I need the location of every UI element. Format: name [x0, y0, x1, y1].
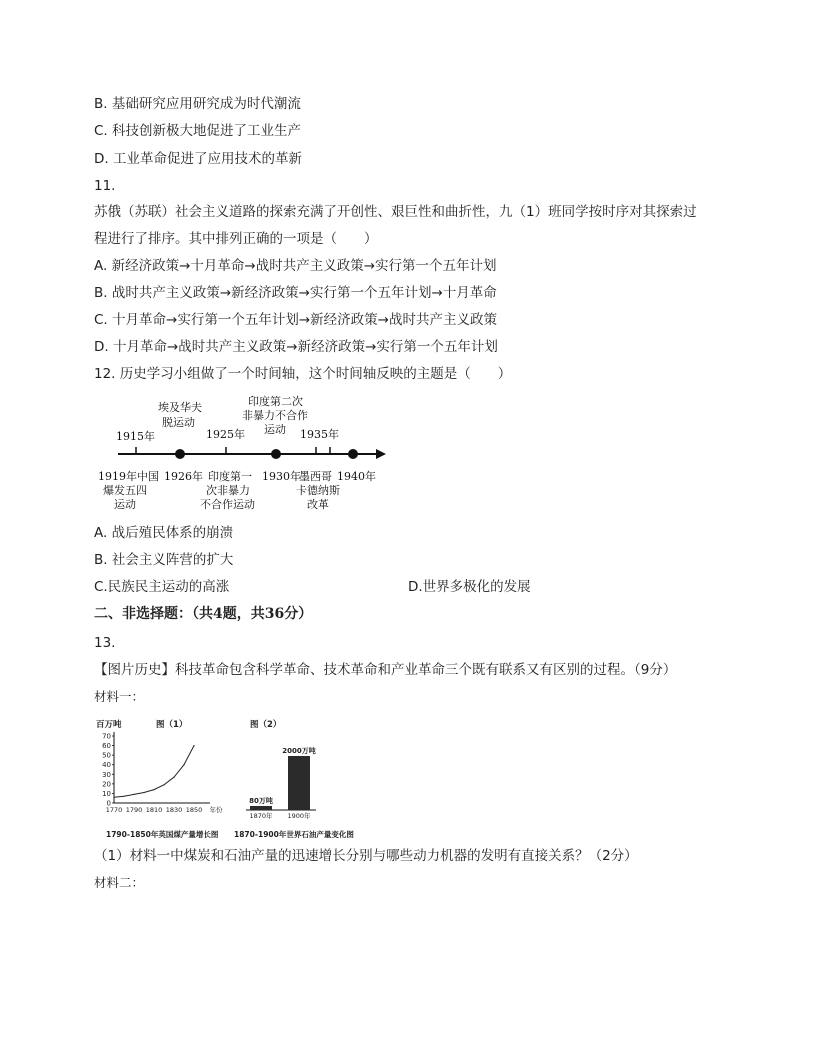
coal-data-point	[133, 794, 134, 795]
coal-x-tick-label: 1850	[185, 806, 203, 814]
timeline-event-china: 运动	[114, 498, 136, 511]
oil-category-label: 1870年	[249, 812, 273, 820]
timeline-event-india2: 非暴力不合作	[242, 409, 308, 422]
material1-label: 材料一：	[94, 689, 145, 704]
oil-category-label: 1900年	[287, 812, 311, 820]
q12-option-a: A. 战后殖民体系的崩溃	[94, 525, 234, 541]
coal-data-point	[123, 796, 124, 797]
oil-bar	[288, 756, 310, 810]
oil-chart	[232, 716, 362, 842]
timeline-label-1930: 1930年	[262, 470, 301, 483]
coal-y-tick-label: 10	[102, 789, 111, 798]
coal-x-tick-label: 1810	[145, 806, 163, 814]
q11-option-a: A. 新经济政策→十月革命→战时共产主义政策→实行第一个五年计划	[94, 258, 497, 274]
q12-option-b: B. 社会主义阵营的扩大	[94, 552, 234, 568]
oil-bar	[250, 806, 272, 810]
timeline-label-1925: 1925年	[206, 428, 245, 441]
timeline-event-china: 爆发五四	[103, 484, 147, 497]
coal-data-point	[183, 764, 184, 765]
timeline-label-1940: 1940年	[337, 470, 376, 483]
timeline-event-india2: 印度第二次	[248, 395, 303, 408]
q11-stem-line2: 程进行了排序。其中排列正确的一项是（ ）	[94, 231, 378, 247]
coal-y-tick-label: 60	[102, 742, 111, 751]
coal-y-tick-label: 0	[106, 799, 111, 808]
oil-chart-caption: 1870-1900年世界石油产量变化图	[234, 830, 354, 839]
timeline-label-1935: 1935年	[300, 428, 339, 441]
coal-data-point	[113, 797, 114, 798]
timeline-event-egypt: 埃及华夫	[158, 401, 202, 414]
q13-number: 13.	[94, 635, 116, 651]
coal-chart	[94, 716, 224, 842]
coal-data-point	[193, 745, 194, 746]
coal-data-point	[163, 784, 164, 785]
q10-option-c: C. 科技创新极大地促进了工业生产	[94, 123, 302, 139]
q11-option-b: B. 战时共产主义政策→新经济政策→实行第一个五年计划→十月革命	[94, 285, 497, 301]
q10-option-d: D. 工业革命促进了应用技术的革新	[94, 151, 302, 167]
timeline-event-mexico: 改革	[307, 498, 329, 511]
q10-option-b: B. 基础研究应用研究成为时代潮流	[94, 96, 301, 112]
timeline-event-india2: 运动	[264, 423, 286, 436]
oil-chart-title: 图（2）	[250, 720, 282, 730]
section-heading: 二、非选择题：（共4题，共36分）	[94, 606, 313, 622]
coal-chart-ylabel: 百万吨	[96, 720, 122, 730]
timeline-event-india1: 印度第一	[208, 470, 252, 483]
q11-option-d: D. 十月革命→战时共产主义政策→新经济政策→实行第一个五年计划	[94, 339, 498, 355]
q11-option-c: C. 十月革命→实行第一个五年计划→新经济政策→战时共产主义政策	[94, 312, 497, 328]
oil-bar-value-label: 80万吨	[249, 797, 273, 805]
q12-stem: 12. 历史学习小组做了一个时间轴，这个时间轴反映的主题是（ ）	[94, 366, 512, 382]
coal-x-tick-label: 1830	[165, 806, 183, 814]
q13-stem: 【图片历史】科技革命包含科学革命、技术革命和产业革命三个既有联系又有区别的过程。（9分）	[94, 662, 677, 678]
oil-bar-value-label: 2000万吨	[282, 747, 316, 755]
coal-chart-title: 图（1）	[156, 720, 188, 730]
q12-option-c: C.民族民主运动的高涨	[94, 579, 230, 595]
timeline-label-1915: 1915年	[116, 430, 155, 443]
coal-data-point	[173, 777, 174, 778]
timeline-event-china: 1919年中国	[98, 470, 159, 483]
timeline-figure	[94, 395, 394, 515]
coal-chart-caption: 1790-1850年英国煤产量增长图	[106, 830, 219, 839]
coal-y-tick-label: 40	[102, 761, 111, 770]
timeline-dot-1930	[271, 449, 281, 459]
coal-y-tick-label: 30	[102, 770, 111, 779]
timeline-label-1926: 1926年	[164, 470, 203, 483]
q11-stem-line1: 苏俄（苏联）社会主义道路的探索充满了开创性、艰巨性和曲折性，九（1）班同学按时序对其探索过	[94, 204, 697, 220]
timeline-arrow-icon	[376, 449, 386, 459]
coal-y-tick-label: 70	[102, 732, 111, 741]
timeline-event-india1: 次非暴力	[206, 484, 250, 497]
coal-x-tick-label: 1790	[125, 806, 143, 814]
timeline-dot-1926	[175, 449, 185, 459]
timeline-event-egypt: 脱运动	[162, 416, 195, 429]
timeline-event-india1: 不合作运动	[200, 498, 255, 511]
timeline-event-mexico: 墨西哥	[299, 470, 332, 483]
coal-data-point	[153, 789, 154, 790]
q11-number: 11.	[94, 178, 116, 194]
timeline-dot-1940	[348, 449, 358, 459]
q12-option-d: D.世界多极化的发展	[408, 579, 531, 595]
q13-sub1: （1）材料一中煤炭和石油产量的迅速增长分别与哪些动力机器的发明有直接关系？（2分）	[94, 848, 638, 864]
coal-x-tick-label: 1770	[105, 806, 123, 814]
coal-data-point	[143, 792, 144, 793]
coal-y-tick-label: 20	[102, 780, 111, 789]
coal-y-tick-label: 50	[102, 751, 111, 760]
material2-label: 材料二：	[94, 875, 145, 890]
timeline-event-mexico: 卡德纳斯	[296, 484, 340, 497]
coal-x-axis-label: 年份	[209, 806, 223, 814]
